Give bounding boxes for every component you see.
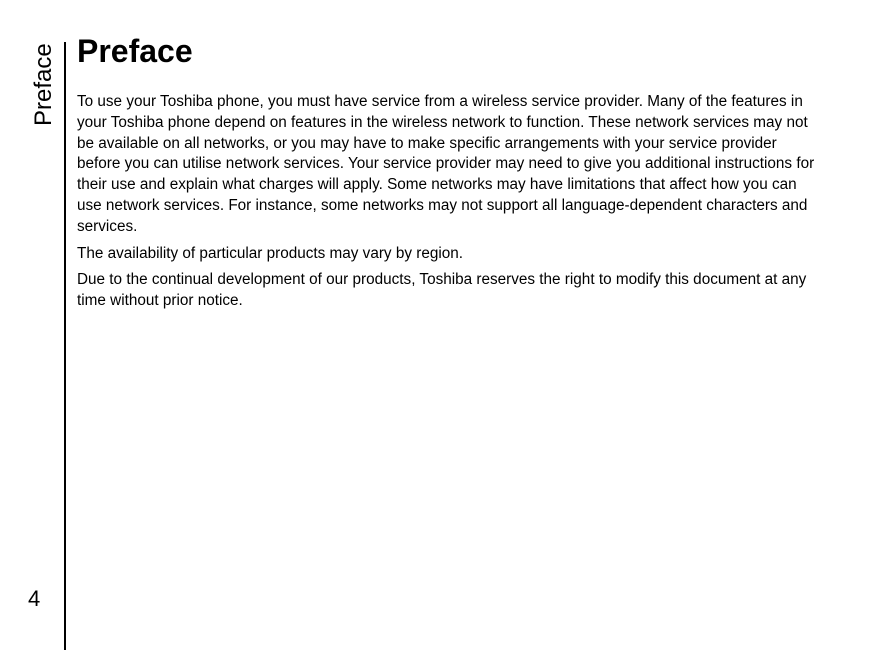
margin-divider: [64, 42, 66, 650]
body-paragraph-development: Due to the continual development of our products, Toshiba reserves the right to modify this document at any time without prior notice.: [77, 271, 807, 310]
page-title: Preface: [77, 33, 193, 69]
page-number: 4: [28, 586, 41, 611]
body-paragraph-availability: The availability of particular products may vary by region.: [77, 244, 463, 262]
body-paragraph-service: To use your Toshiba phone, you must have service from a wireless service provider. Many of the features in your Toshiba phone depend on features in the wireless network to function. These network services may not be available on all networks, or you may have to make specific arrangements with your service provider before you can utilise network services. Your service provider may need to give you additional instructions for their use and explain what charges will apply. Some networks may have limitations that affect how you can use network services. For instance, some networks may not support all language-dependent characters and services.: [77, 93, 815, 235]
page-content: [77, 30, 817, 318]
section-side-label: Preface: [30, 43, 57, 126]
section-side-tab: [28, 40, 58, 130]
